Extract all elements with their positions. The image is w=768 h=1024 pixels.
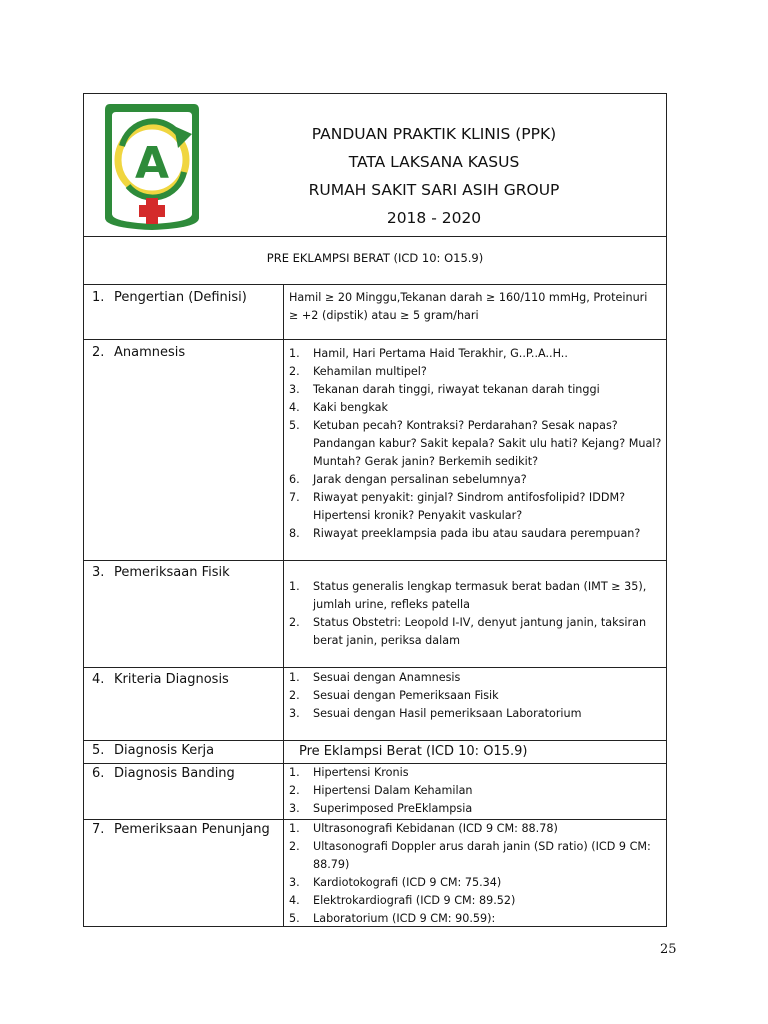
list-item xyxy=(284,705,666,723)
item-number: 8. xyxy=(289,527,300,540)
section-list-container xyxy=(284,764,666,818)
item-number: 1. xyxy=(289,347,300,360)
section-label xyxy=(84,764,284,819)
item-number: 1. xyxy=(289,580,300,593)
item-text: Kardiotokografi (ICD 9 CM: 75.34) xyxy=(313,876,502,889)
list-item xyxy=(284,838,666,874)
section-number: 2. xyxy=(92,345,105,360)
header-title-line2: TATA LAKSANA KASUS xyxy=(348,153,520,171)
banding-list xyxy=(284,764,666,818)
list-item xyxy=(284,764,666,782)
section-title: Diagnosis Banding xyxy=(114,766,235,781)
section-number: 7. xyxy=(92,822,105,837)
item-text: Sesuai dengan Hasil pemeriksaan Laboratorium xyxy=(313,707,582,720)
kriteria-list xyxy=(284,669,666,723)
item-text: Riwayat preeklampsia pada ibu atau saudara perempuan? xyxy=(313,527,641,540)
item-number: 3. xyxy=(289,383,300,396)
section-text: Pre Eklampsi Berat (ICD 10: O15.9) xyxy=(299,744,528,759)
item-text: Status generalis lengkap termasuk berat badan (IMT ≥ 35), jumlah urine, refleks patella xyxy=(313,580,647,611)
item-text: Ultrasonografi Kebidanan (ICD 9 CM: 88.78) xyxy=(313,822,558,835)
item-text: Hipertensi Kronis xyxy=(313,766,409,779)
list-item xyxy=(284,874,666,892)
header-section xyxy=(84,94,666,237)
section-label xyxy=(84,285,284,339)
list-item xyxy=(284,614,666,650)
item-text: Kehamilan multipel? xyxy=(313,365,427,378)
list-item xyxy=(284,800,666,818)
item-number: 2. xyxy=(289,616,300,629)
item-number: 5. xyxy=(289,912,300,925)
item-number: 6. xyxy=(289,473,300,486)
list-item xyxy=(284,417,666,471)
section-list-container xyxy=(284,345,666,543)
header-titles xyxy=(234,120,634,232)
item-number: 1. xyxy=(289,822,300,835)
item-number: 5. xyxy=(289,419,300,432)
svg-text:A: A xyxy=(134,138,170,189)
item-text: Riwayat penyakit: ginjal? Sindrom antifosfolipid? IDDM? Hipertensi kronik? Penyakit vaskular? xyxy=(313,491,626,522)
item-text: Hamil, Hari Pertama Haid Terakhir, G..P..A..H.. xyxy=(313,347,568,360)
item-text: Tekanan darah tinggi, riwayat tekanan darah tinggi xyxy=(313,383,600,396)
section-number: 4. xyxy=(92,672,105,687)
page-number: 25 xyxy=(660,942,677,957)
item-number: 1. xyxy=(289,671,300,684)
section-pemeriksaan-fisik xyxy=(84,561,666,668)
section-number: 3. xyxy=(92,565,105,580)
section-title: Pemeriksaan Fisik xyxy=(114,565,230,580)
item-text: Status Obstetri: Leopold I-IV, denyut jantung janin, taksiran berat janin, periksa dalam xyxy=(313,616,647,647)
item-text: Hipertensi Dalam Kehamilan xyxy=(313,784,473,797)
list-item xyxy=(284,820,666,838)
list-item xyxy=(284,363,666,381)
section-diagnosis-kerja xyxy=(84,741,666,764)
section-diagnosis-banding xyxy=(84,764,666,820)
list-item xyxy=(284,687,666,705)
section-label xyxy=(84,668,284,740)
item-number: 2. xyxy=(289,784,300,797)
section-title: Pemeriksaan Penunjang xyxy=(114,822,270,837)
item-text: Sesuai dengan Anamnesis xyxy=(313,671,461,684)
item-text: Sesuai dengan Pemeriksaan Fisik xyxy=(313,689,499,702)
item-number: 7. xyxy=(289,491,300,504)
penunjang-list xyxy=(284,820,666,928)
section-number: 5. xyxy=(92,743,105,758)
item-text: Elektrokardiografi (ICD 9 CM: 89.52) xyxy=(313,894,516,907)
list-item xyxy=(284,471,666,489)
fisik-list xyxy=(284,578,666,650)
item-number: 1. xyxy=(289,766,300,779)
list-item xyxy=(284,381,666,399)
list-item xyxy=(284,489,666,525)
item-number: 2. xyxy=(289,689,300,702)
header-title-line1: PANDUAN PRAKTIK KLINIS (PPK) xyxy=(311,125,557,143)
header-title-line3: RUMAH SAKIT SARI ASIH GROUP xyxy=(308,181,560,199)
item-number: 3. xyxy=(289,802,300,815)
document-table xyxy=(83,93,667,927)
item-number: 3. xyxy=(289,876,300,889)
section-label xyxy=(84,340,284,560)
section-pemeriksaan-penunjang xyxy=(84,820,666,926)
section-list-container xyxy=(284,578,666,650)
list-item xyxy=(284,892,666,910)
item-number: 2. xyxy=(289,365,300,378)
list-item xyxy=(284,669,666,687)
case-subtitle: PRE EKLAMPSI BERAT (ICD 10: O15.9) xyxy=(84,237,666,285)
list-item xyxy=(284,399,666,417)
section-list-container xyxy=(284,820,666,928)
item-text: Superimposed PreEklampsia xyxy=(313,802,473,815)
list-item xyxy=(284,345,666,363)
list-item xyxy=(284,578,666,614)
section-list-container xyxy=(284,669,666,723)
section-definisi xyxy=(84,285,666,340)
section-title: Pengertian (Definisi) xyxy=(114,290,247,305)
list-item xyxy=(284,525,666,543)
section-label xyxy=(84,741,284,763)
item-text: Jarak dengan persalinan sebelumnya? xyxy=(313,473,527,486)
item-number: 2. xyxy=(289,840,300,853)
list-item xyxy=(284,782,666,800)
section-title: Diagnosis Kerja xyxy=(114,743,215,758)
hospital-logo-icon xyxy=(102,100,202,232)
header-title-line4: 2018 - 2020 xyxy=(386,209,482,227)
item-number: 4. xyxy=(289,894,300,907)
item-text: Kaki bengkak xyxy=(313,401,388,414)
section-number: 6. xyxy=(92,766,105,781)
section-title: Anamnesis xyxy=(114,345,186,360)
section-text: Hamil ≥ 20 Minggu,Tekanan darah ≥ 160/110 mmHg, Proteinuri ≥ +2 (dipstik) atau ≥ 5 gram/hari xyxy=(289,291,648,322)
item-number: 3. xyxy=(289,707,300,720)
section-label xyxy=(84,561,284,667)
section-label xyxy=(84,820,284,926)
section-anamnesis xyxy=(84,340,666,561)
list-item xyxy=(284,910,666,928)
item-number: 4. xyxy=(289,401,300,414)
item-text: Ketuban pecah? Kontraksi? Perdarahan? Sesak napas? Pandangan kabur? Sakit kepala? Sakit ulu hati? Kejang? Mual? Muntah? Gerak janin? Berkemih sedikit? xyxy=(313,419,662,468)
section-kriteria-diagnosis xyxy=(84,668,666,741)
section-title: Kriteria Diagnosis xyxy=(114,672,229,687)
section-number: 1. xyxy=(92,290,105,305)
item-text: Laboratorium (ICD 9 CM: 90.59): xyxy=(313,912,496,925)
anamnesis-list xyxy=(284,345,666,543)
item-text: Ultasonografi Doppler arus darah janin (SD ratio) (ICD 9 CM: 88.79) xyxy=(313,840,651,871)
